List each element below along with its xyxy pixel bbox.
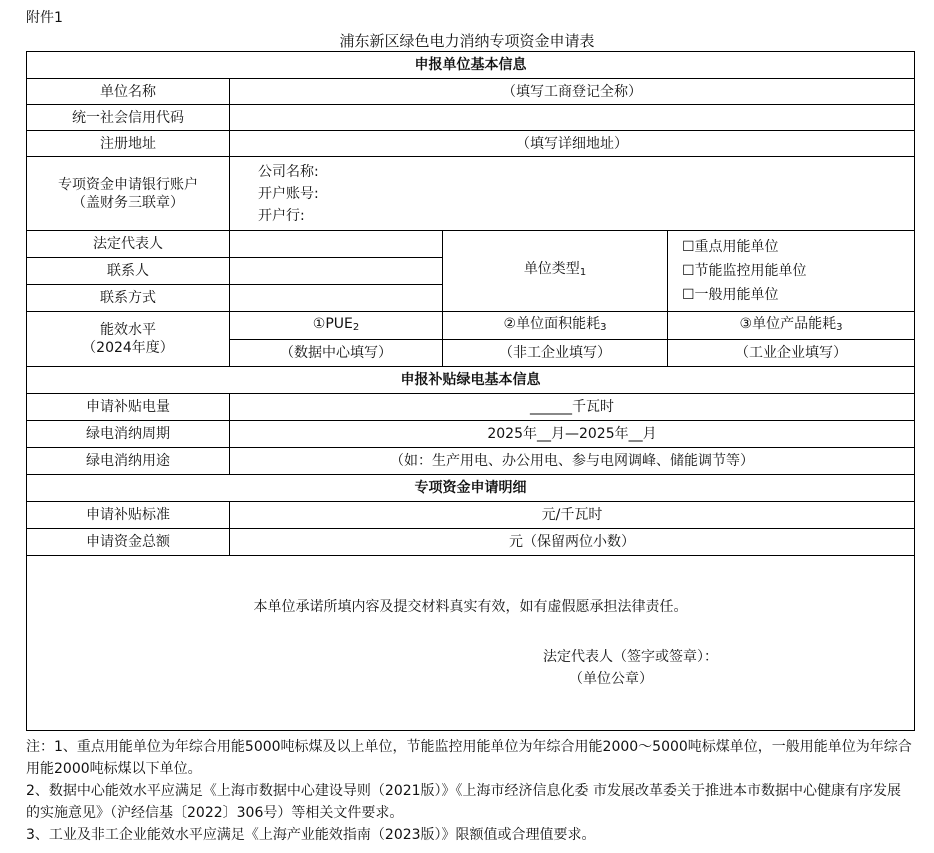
address-field[interactable]: （填写详细地址） bbox=[230, 131, 915, 157]
area-energy-header bbox=[443, 312, 668, 340]
unit-type-option-monitored[interactable]: ☐节能监控用能单位 bbox=[682, 263, 807, 279]
legal-rep-label: 法定代表人 bbox=[27, 231, 230, 258]
efficiency-label bbox=[27, 312, 230, 367]
bank-account-field[interactable] bbox=[230, 157, 915, 231]
bank-account-label-line2: （盖财务三联章） bbox=[72, 194, 184, 211]
footnotes bbox=[26, 736, 914, 846]
consumption-usage-label: 绿电消纳用途 bbox=[27, 448, 230, 475]
footnote-2: 2、数据中心能效水平应满足《上海市数据中心建设导则（2021版）》《上海市经济信息化委 市发展改革委关于推进本市数据中心健康有序发展的实施意见》（沪经信基〔2022〕306号）等相关文件要求。 bbox=[26, 783, 901, 821]
bank-account-line: 开户账号: bbox=[258, 185, 319, 202]
table-row bbox=[27, 502, 915, 529]
attachment-label: 附件1 bbox=[26, 10, 63, 26]
product-footnote-mark: 3 bbox=[836, 321, 843, 333]
subsidy-standard-field[interactable]: 元/千瓦时 bbox=[230, 502, 915, 529]
product-energy-field[interactable]: （工业企业填写） bbox=[668, 340, 915, 367]
credit-code-field[interactable] bbox=[230, 105, 915, 131]
unit-type-text: 单位类型 bbox=[523, 261, 580, 277]
table-row bbox=[27, 529, 915, 556]
unit-name-field[interactable]: （填写工商登记全称） bbox=[230, 79, 915, 105]
table-row bbox=[27, 421, 915, 448]
section-header-row bbox=[27, 475, 915, 502]
total-fund-field[interactable]: 元（保留两位小数） bbox=[230, 529, 915, 556]
area-energy-text: ②单位面积能耗 bbox=[503, 315, 601, 332]
pue-header bbox=[230, 312, 443, 340]
legal-rep-field[interactable] bbox=[230, 231, 443, 258]
unit-type-footnote-mark: 1 bbox=[579, 267, 587, 278]
unit-type-options bbox=[668, 231, 915, 312]
unit-type-option-key[interactable]: ☐重点用能单位 bbox=[682, 239, 779, 255]
subsidy-amount-label: 申请补贴电量 bbox=[27, 394, 230, 421]
area-energy-field[interactable]: （非工企业填写） bbox=[443, 340, 668, 367]
table-row bbox=[27, 448, 915, 475]
table-row bbox=[27, 312, 915, 340]
unit-type-option-general[interactable]: ☐一般用能单位 bbox=[682, 287, 779, 303]
contact-field[interactable] bbox=[230, 258, 443, 285]
section-title-green-power: 申报补贴绿电基本信息 bbox=[27, 367, 915, 394]
efficiency-label-line1: 能效水平 bbox=[100, 322, 156, 338]
bank-account-label-line1: 专项资金申请银行账户 bbox=[58, 176, 198, 193]
bank-account-label bbox=[27, 157, 230, 231]
form-title: 浦东新区绿色电力消纳专项资金申请表 bbox=[339, 32, 595, 50]
unit-seal: （单位公章） bbox=[569, 671, 653, 687]
table-row bbox=[27, 157, 915, 231]
product-energy-header bbox=[668, 312, 915, 340]
table-row bbox=[27, 231, 915, 258]
efficiency-label-line2: （2024年度） bbox=[82, 340, 174, 356]
bank-branch-line: 开户行: bbox=[258, 207, 305, 224]
table-row bbox=[27, 105, 915, 131]
section-header-row bbox=[27, 367, 915, 394]
legal-rep-signature[interactable]: 法定代表人（签字或签章）： bbox=[543, 649, 718, 665]
pue-field[interactable]: （数据中心填写） bbox=[230, 340, 443, 367]
declaration-cell bbox=[27, 556, 915, 731]
consumption-period-field[interactable]: 2025年__月—2025年__月 bbox=[230, 421, 915, 448]
declaration-promise: 本单位承诺所填内容及提交材料真实有效，如有虚假愿承担法律责任。 bbox=[253, 599, 688, 615]
contact-label: 联系人 bbox=[27, 258, 230, 285]
declaration-row bbox=[27, 556, 915, 731]
table-row bbox=[27, 131, 915, 157]
table-row bbox=[27, 394, 915, 421]
area-footnote-mark: 3 bbox=[600, 321, 607, 333]
section-header-row bbox=[27, 52, 915, 79]
unit-type-label bbox=[443, 231, 668, 312]
table-row bbox=[27, 79, 915, 105]
unit-name-label: 单位名称 bbox=[27, 79, 230, 105]
subsidy-amount-field[interactable]: ______千瓦时 bbox=[230, 394, 915, 421]
contact-method-field[interactable] bbox=[230, 285, 443, 312]
pue-text: ①PUE bbox=[312, 315, 353, 332]
consumption-period-label: 绿电消纳周期 bbox=[27, 421, 230, 448]
subsidy-standard-label: 申请补贴标准 bbox=[27, 502, 230, 529]
footnote-1: 注：1、重点用能单位为年综合用能5000吨标煤及以上单位，节能监控用能单位为年综合用能2000～5000吨标煤单位，一般用能单位为年综合用能2000吨标煤以下单位。 bbox=[26, 739, 912, 777]
bank-company-line: 公司名称: bbox=[258, 163, 319, 180]
product-energy-text: ③单位产品能耗 bbox=[739, 315, 837, 332]
address-label: 注册地址 bbox=[27, 131, 230, 157]
application-form-table bbox=[26, 51, 915, 731]
footnote-3: 3、工业及非工企业能效水平应满足《上海产业能效指南（2023版）》限额值或合理值要求。 bbox=[26, 827, 596, 843]
consumption-usage-field[interactable]: （如：生产用电、办公用电、参与电网调峰、储能调节等） bbox=[230, 448, 915, 475]
credit-code-label: 统一社会信用代码 bbox=[27, 105, 230, 131]
section-title-basic-info: 申报单位基本信息 bbox=[27, 52, 915, 79]
section-title-fund-details: 专项资金申请明细 bbox=[27, 475, 915, 502]
pue-footnote-mark: 2 bbox=[352, 321, 360, 333]
contact-method-label: 联系方式 bbox=[27, 285, 230, 312]
total-fund-label: 申请资金总额 bbox=[27, 529, 230, 556]
